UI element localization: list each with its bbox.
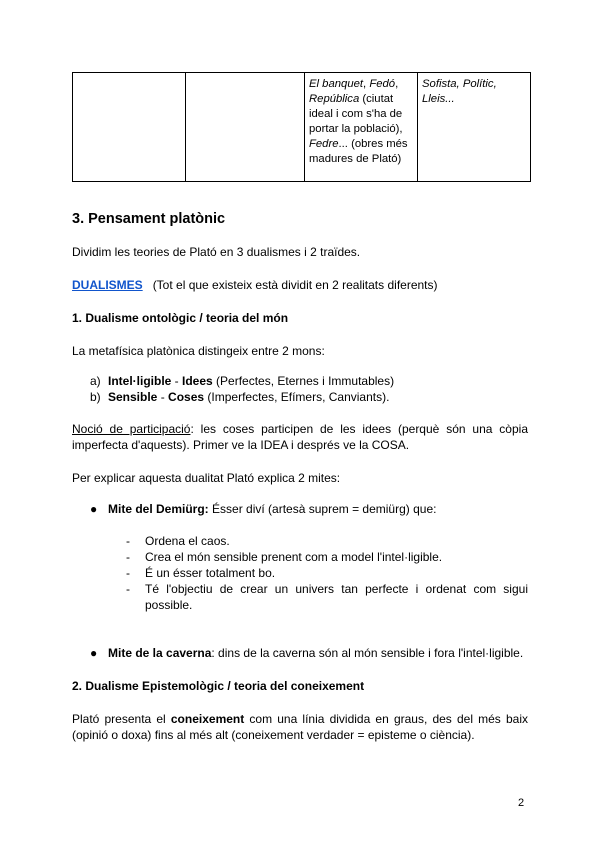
dualismes-note: (Tot el que existeix està dividit en 2 realitats diferents): [152, 278, 438, 292]
list-item: [126, 549, 528, 565]
subsection-title-1: 1. Dualisme ontològic / teoria del món: [72, 311, 289, 325]
list-item-text: Crea el món sensible prenent com a model l'intel·ligible.: [145, 550, 443, 564]
myth-demiurg: [90, 501, 546, 517]
demiurg-list: [126, 533, 528, 613]
section-title: 3. Pensament platònic: [72, 211, 226, 227]
separator: ,: [363, 78, 370, 90]
term: Sensible: [108, 390, 158, 404]
term: Intel·ligible: [108, 374, 172, 388]
table-cell-1: [73, 73, 186, 182]
participation-paragraph: [72, 421, 528, 453]
table-row: [73, 73, 531, 182]
dualismes-link[interactable]: DUALISMES: [72, 278, 143, 292]
description: (Imperfectes, Efímers, Canviants).: [204, 390, 390, 404]
worlds-intro: La metafísica platònica distingeix entre 2 mons:: [72, 344, 325, 358]
table-cell-3: [305, 73, 418, 182]
participation-text: : les coses participen de les idees (perquè són una còpia imperfecta d'aquests). Primer ve la IDEA i després ve la COSA.: [72, 422, 528, 452]
bullet-icon: ●: [90, 646, 98, 660]
works-table: [72, 72, 531, 182]
description: (Perfectes, Eternes i Immutables): [212, 374, 395, 388]
myth-cave: [90, 645, 546, 661]
term: Idees: [182, 374, 213, 388]
dash-marker: -: [126, 566, 130, 580]
myth-text: : dins de la caverna són al món sensible i fora l'intel·ligible.: [211, 646, 524, 660]
separator: -: [157, 390, 169, 404]
list-item-text: Té l'objectiu de crear un univers tan perfecte i ordenat com sigui possible.: [145, 582, 528, 612]
page-number: 2: [518, 797, 525, 809]
table-cell-4: Sofista, Polític, Lleis...: [418, 73, 531, 182]
term: Coses: [168, 390, 205, 404]
list-item: [126, 533, 528, 549]
bullet-icon: ●: [90, 502, 98, 516]
dash-marker: -: [126, 582, 130, 596]
separator: ,: [395, 78, 399, 90]
work-title: Fedre: [309, 138, 339, 150]
work-title: Fedó: [369, 78, 396, 90]
work-note: ... (obres més madures de Plató): [309, 138, 408, 165]
myths-intro: Per explicar aquesta dualitat Plató explica 2 mites:: [72, 471, 341, 485]
dash-marker: -: [126, 550, 130, 564]
intro-text: Dividim les teories de Plató en 3 dualismes i 2 traïdes.: [72, 245, 361, 259]
paragraph-text: com una línia dividida en graus, des del més baix (opinió o doxa) fins al més alt (coneixement verdader = episteme o ciència).: [72, 712, 528, 742]
myth-text: Ésser diví (artesà suprem = demiürg) que:: [208, 502, 437, 516]
list-marker: b): [90, 390, 101, 404]
list-item: [126, 581, 528, 613]
separator: -: [171, 374, 183, 388]
list-item: [126, 565, 528, 581]
work-title: El banquet: [309, 78, 364, 90]
myth-term: Mite de la caverna: [108, 646, 212, 660]
table-cell-2: [186, 73, 305, 182]
myth-term: Mite del Demiürg:: [108, 502, 209, 516]
dash-marker: -: [126, 534, 130, 548]
participation-term: Noció de participació: [72, 422, 191, 436]
list-item-text: Ordena el caos.: [145, 534, 230, 548]
paragraph-text: Plató presenta el: [72, 712, 171, 726]
dualismes-line: [72, 277, 438, 293]
work-note: (ciutat ideal i com s'ha de portar la població),: [309, 93, 403, 135]
list-item: [90, 373, 530, 389]
knowledge-paragraph: [72, 711, 528, 743]
list-item: [90, 389, 530, 405]
worlds-list: [90, 373, 530, 405]
paragraph-term: coneixement: [170, 712, 245, 726]
list-marker: a): [90, 374, 101, 388]
list-item-text: É un ésser totalment bo.: [145, 566, 276, 580]
work-title: República: [309, 93, 360, 105]
subsection-title-2: 2. Dualisme Epistemològic / teoria del coneixement: [72, 679, 365, 693]
